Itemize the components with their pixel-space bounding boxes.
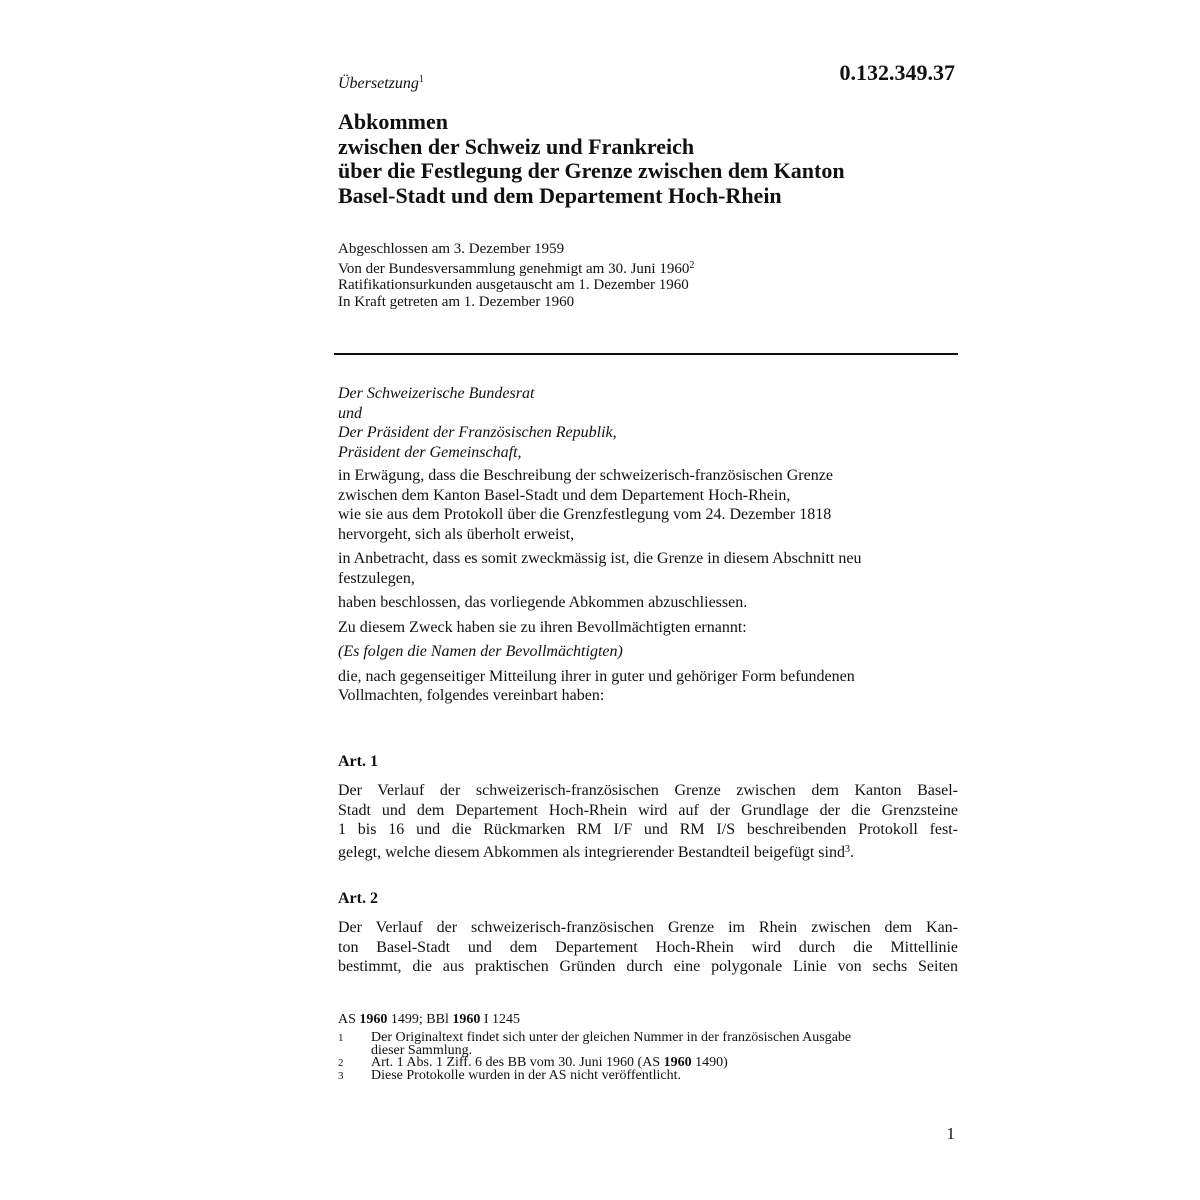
text-line <box>338 840 958 863</box>
text-line: Stadt und dem Departement Hoch-Rhein wird auf der Grundlage der die Grenzsteine <box>338 801 958 819</box>
title-line: zwischen der Schweiz und Frankreich <box>338 133 695 159</box>
source-references <box>338 1012 520 1028</box>
approved-date-text: Von der Bundesversammlung genehmigt am 30. Juni 1960 <box>338 260 690 277</box>
translation-label <box>338 74 424 93</box>
text-line: wie sie aus dem Protokoll über die Grenzfestlegung vom 24. Dezember 1818 <box>338 506 832 523</box>
text-line: zwischen dem Kanton Basel-Stadt und dem Departement Hoch-Rhein, <box>338 486 791 504</box>
footnote-ref-2[interactable]: 2 <box>689 259 695 271</box>
party-line: Der Präsident der Französischen Republik, <box>338 424 617 441</box>
source-year: 1960 <box>452 1012 481 1027</box>
in-force-date: In Kraft getreten am 1. Dezember 1960 <box>338 293 575 310</box>
header-divider <box>334 353 958 355</box>
agreement-paragraph <box>338 667 958 706</box>
concluded-date: Abgeschlossen am 3. Dezember 1959 <box>338 241 565 257</box>
text-line: Der Verlauf der schweizerisch-französischen Grenze zwischen dem Kanton Basel- <box>338 782 958 799</box>
plenipotentiaries-note <box>338 642 958 662</box>
decision-paragraph <box>338 593 958 613</box>
footnote-number: 3 <box>338 1069 344 1082</box>
text-line: Der Verlauf der schweizerisch-französischen Grenze im Rhein zwischen dem Kan- <box>338 919 958 936</box>
text-line: haben beschlossen, das vorliegende Abkommen abzuschliessen. <box>338 594 748 611</box>
title-line: über die Festlegung der Grenze zwischen dem Kanton <box>338 158 845 183</box>
text-line: festzulegen, <box>338 569 415 587</box>
footnotes <box>338 1032 938 1082</box>
text-line: Der Originaltext findet sich unter der gleichen Nummer in der französischen Ausgabe <box>371 1030 852 1045</box>
treaty-dates <box>338 241 958 310</box>
purpose-paragraph <box>338 618 958 638</box>
footnote-number: 2 <box>338 1057 344 1069</box>
preamble <box>338 384 958 711</box>
text-line: Zu diesem Zweck haben sie zu ihren Bevollmächtigten ernannt: <box>338 618 747 636</box>
article-1-body <box>338 781 958 862</box>
footnote-3 <box>338 1067 938 1083</box>
text-line: Vollmachten, folgendes vereinbart haben: <box>338 687 605 704</box>
source-text: I 1245 <box>480 1012 521 1027</box>
footnote-1 <box>338 1032 938 1057</box>
text-line: Diese Protokolle wurden in der AS nicht veröffentlicht. <box>371 1067 682 1083</box>
document-title <box>338 110 958 208</box>
text-line: hervorgeht, sich als überholt erweist, <box>338 525 575 543</box>
text-line: (Es folgen die Namen der Bevollmächtigten) <box>338 643 623 660</box>
footnote-number: 1 <box>338 1032 344 1044</box>
text-line: in Erwägung, dass die Beschreibung der schweizerisch-französischen Grenze <box>338 467 833 484</box>
text-line: bestimmt, die aus praktischen Gründen durch eine polygonale Linie von sechs Seiten <box>338 958 958 975</box>
text-part: 1490) <box>691 1055 728 1070</box>
article-2-heading: Art. 2 <box>338 890 378 907</box>
footnote-text <box>371 1032 851 1057</box>
text-line: in Anbetracht, dass es somit zweckmässig ist, die Grenze in diesem Abschnitt neu <box>338 550 862 567</box>
text-line: 1 bis 16 und die Rückmarken RM I/F und RM I/S beschreibenden Protokoll fest- <box>338 821 958 838</box>
contracting-parties <box>338 384 958 462</box>
article-2-body <box>338 918 958 977</box>
footnote-text <box>371 1067 682 1083</box>
page-number: 1 <box>946 1124 955 1143</box>
source-text: AS <box>338 1012 360 1027</box>
translation-label-text: Übersetzung <box>338 75 419 92</box>
source-year: 1960 <box>359 1012 388 1027</box>
title-line: Basel-Stadt und dem Departement Hoch-Rhein <box>338 182 782 208</box>
text-line-content: gelegt, welche diesem Abkommen als integrierender Bestandteil beigefügt sind <box>338 843 845 861</box>
party-line: Der Schweizerische Bundesrat <box>338 385 535 402</box>
consideration-paragraph <box>338 549 958 588</box>
party-line: Präsident der Gemeinschaft, <box>338 443 522 461</box>
text-part: Art. 1 Abs. 1 Ziff. 6 des BB vom 30. Juni 1960 (AS <box>371 1055 664 1070</box>
ratified-date: Ratifikationsurkunden ausgetauscht am 1. Dezember 1960 <box>338 277 689 293</box>
party-line: und <box>338 404 362 422</box>
footnote-ref-3[interactable]: 3 <box>844 843 850 855</box>
approved-date <box>338 258 958 278</box>
article-1-heading: Art. 1 <box>338 753 378 770</box>
sr-number: 0.132.349.37 <box>839 60 955 85</box>
consideration-paragraph <box>338 466 958 544</box>
title-line: Abkommen <box>338 109 449 134</box>
text-part-bold: 1960 <box>663 1055 692 1070</box>
text-line: dieser Sammlung. <box>371 1042 473 1058</box>
footnote-ref-1[interactable]: 1 <box>418 74 424 85</box>
source-text: 1499; BBl <box>387 1012 453 1027</box>
text-line: die, nach gegenseitiger Mitteilung ihrer in guter und gehöriger Form befundenen <box>338 667 855 685</box>
text-line: ton Basel-Stadt und dem Departement Hoch-Rhein wird durch die Mittellinie <box>338 938 958 956</box>
sentence-end: . <box>849 843 854 861</box>
